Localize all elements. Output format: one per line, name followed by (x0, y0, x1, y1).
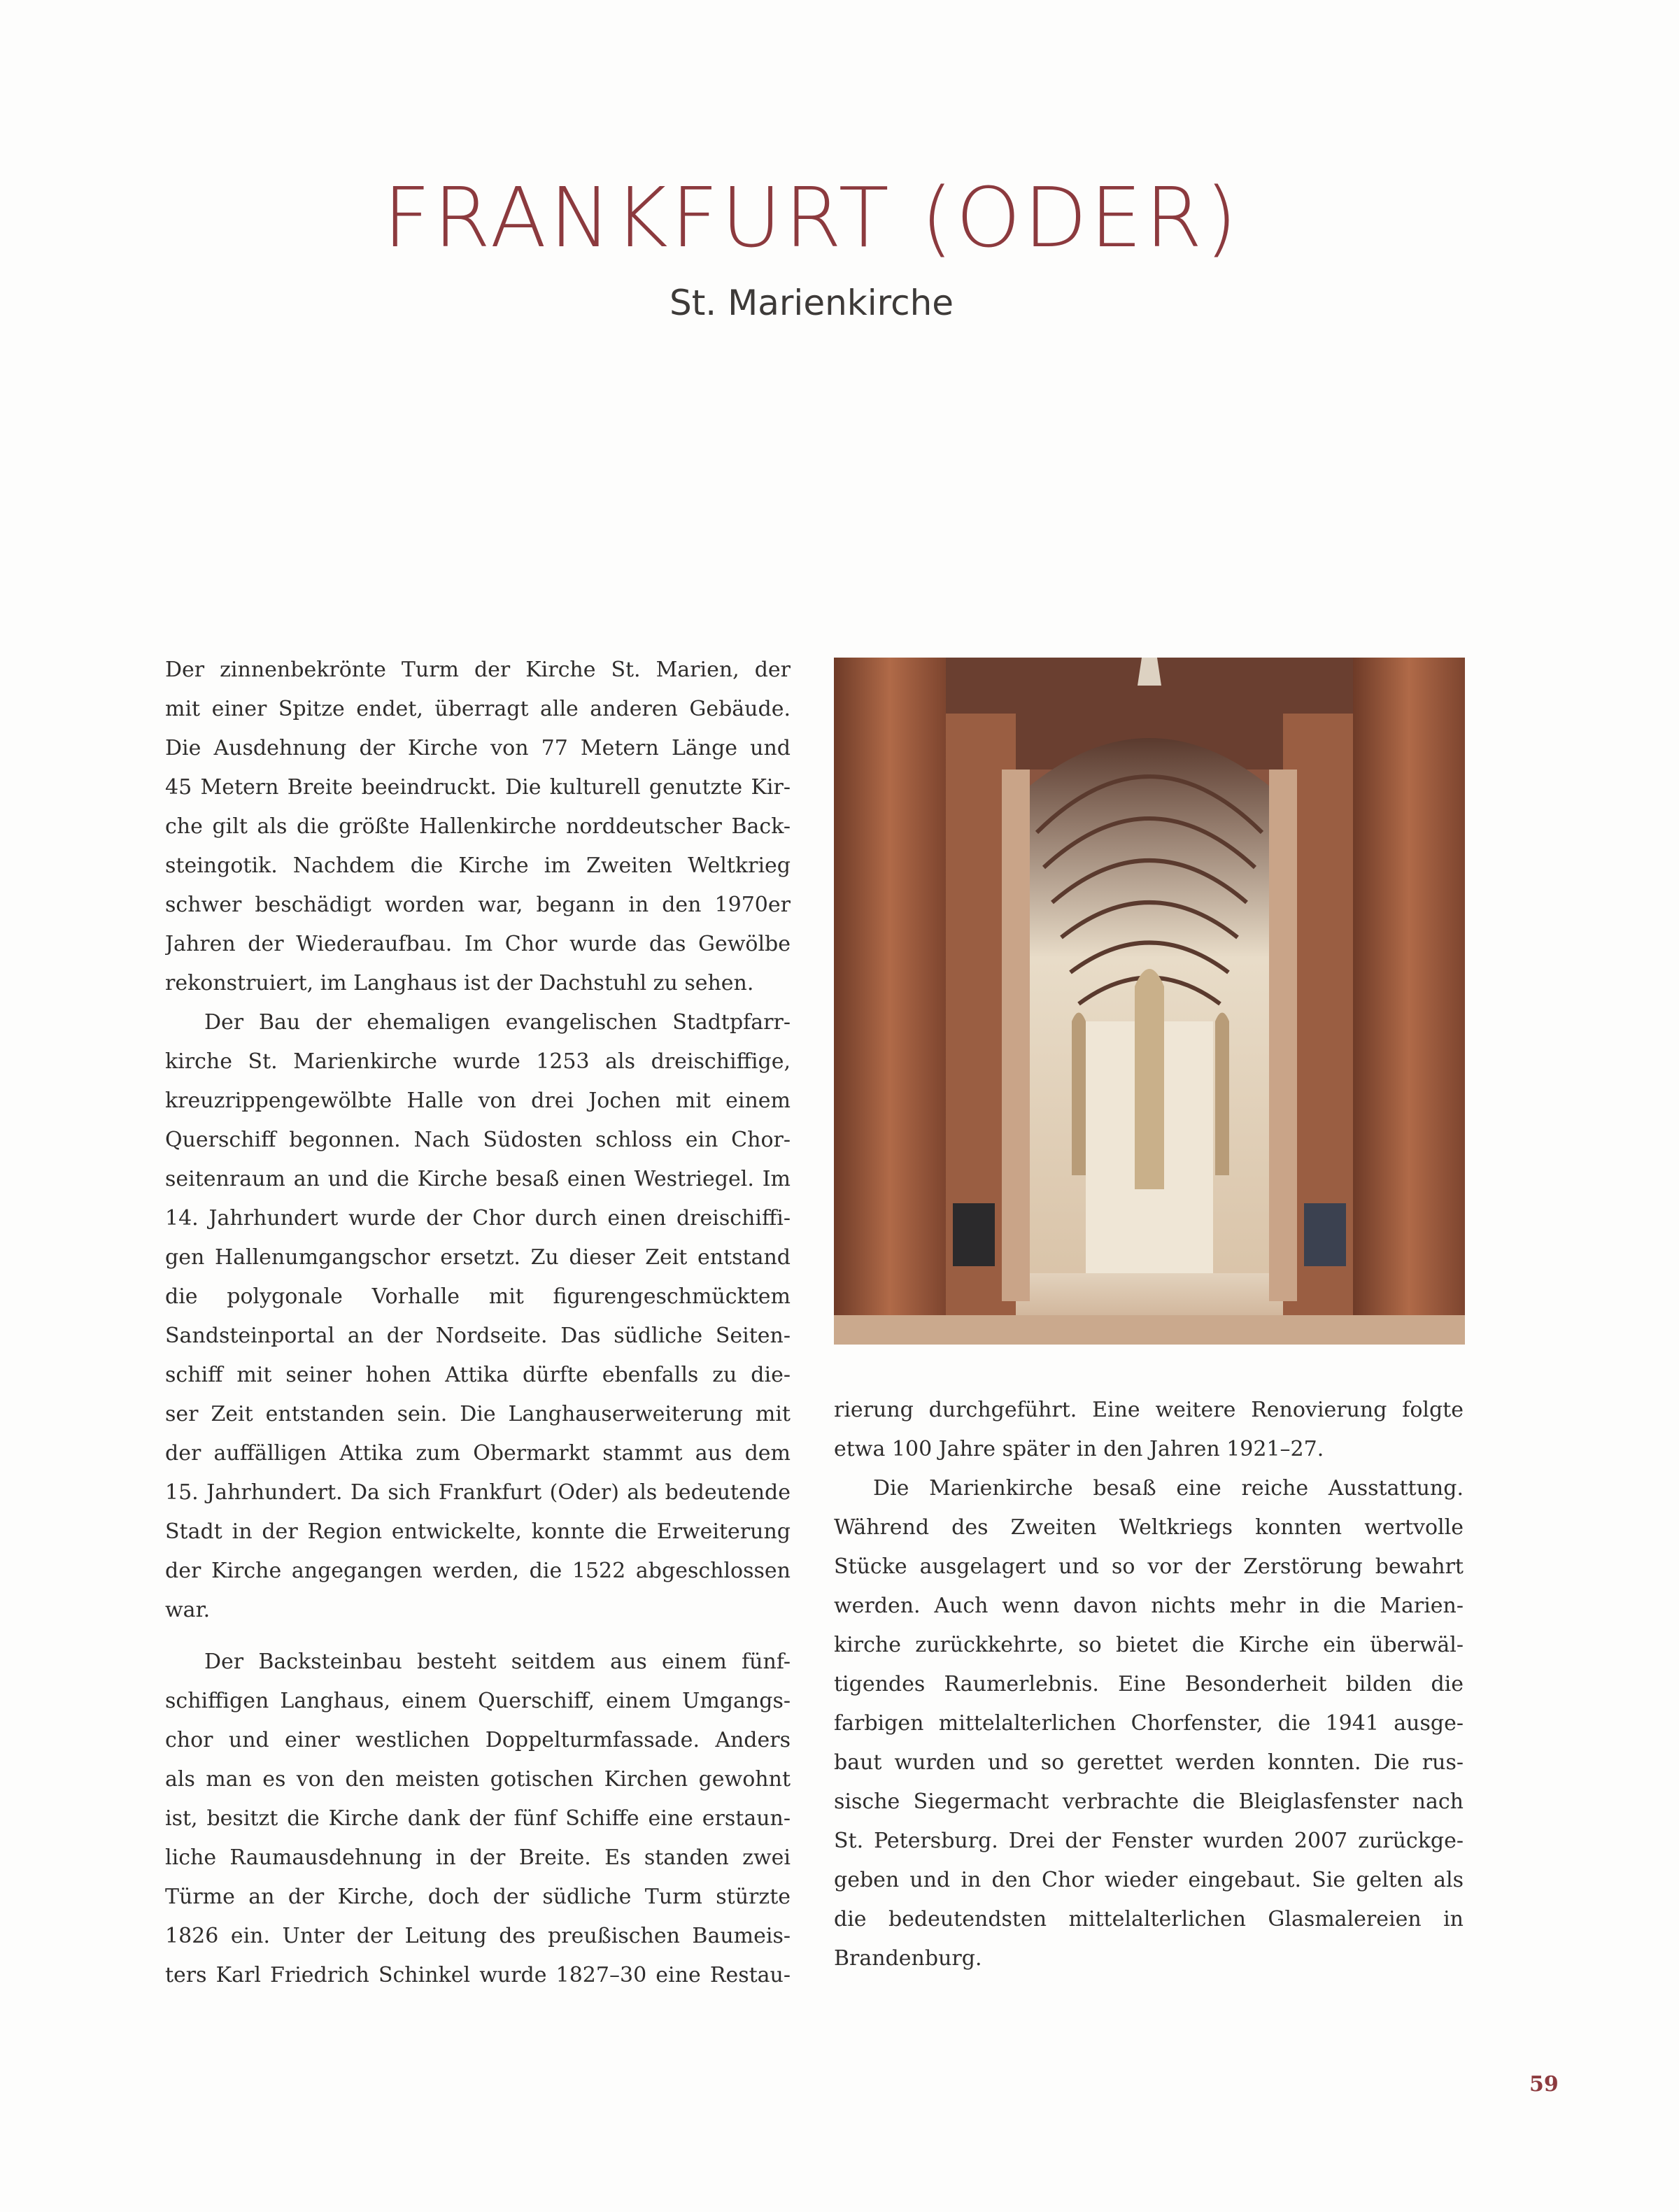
text-line: war. (165, 1598, 211, 1622)
text-line: liche Raumausdehnung in der Breite. Es standen zwei (165, 1845, 791, 1870)
text-line: Die Marienkirche besaß eine reiche Ausstattung. (873, 1476, 1464, 1501)
text-line: ters Karl Friedrich Schinkel wurde 1827–30 eine Restau- (165, 1963, 791, 1987)
text-line: 15. Jahrhundert. Da sich Frankfurt (Oder) als bedeutende (165, 1480, 791, 1505)
text-line: che gilt als die größte Hallenkirche norddeutscher Back- (165, 814, 791, 839)
text-line: ser Zeit entstanden sein. Die Langhauserweiterung mit (165, 1402, 791, 1426)
text-line: die polygonale Vorhalle mit figurengeschmücktem (165, 1284, 791, 1309)
text-line: sische Siegermacht verbrachte die Bleiglasfenster nach (834, 1789, 1464, 1814)
text-line: etwa 100 Jahre später in den Jahren 1921–27. (834, 1437, 1324, 1461)
text-line: der auffälligen Attika zum Obermarkt stammt aus dem (165, 1441, 791, 1466)
text-column-left (165, 651, 791, 1995)
text-line: schwer beschädigt worden war, begann in den 1970er (165, 893, 791, 917)
text-line: Der Bau der ehemaligen evangelischen Stadtpfarr- (204, 1010, 791, 1035)
page-title: FRANKFURT (ODER) (383, 169, 1240, 266)
text-line: Sandsteinportal an der Nordseite. Das südliche Seiten- (165, 1324, 791, 1348)
text-line: als man es von den meisten gotischen Kirchen gewohnt (165, 1767, 791, 1792)
text-column-right (834, 1391, 1464, 1978)
text-line: 14. Jahrhundert wurde der Chor durch einen dreischiffi- (165, 1206, 791, 1231)
text-line: Querschiff begonnen. Nach Südosten schloss ein Chor- (165, 1128, 791, 1152)
text-line: gen Hallenumgangschor ersetzt. Zu dieser Zeit entstand (165, 1245, 791, 1270)
church-interior-photo (834, 658, 1465, 1345)
text-line: schiffigen Langhaus, einem Querschiff, einem Umgangs- (165, 1689, 791, 1713)
text-line: mit einer Spitze endet, überragt alle anderen Gebäude. (165, 697, 791, 721)
text-line: 1826 ein. Unter der Leitung des preußischen Baumeis- (165, 1924, 791, 1948)
text-line: kirche St. Marienkirche wurde 1253 als dreischiffige, (165, 1049, 791, 1074)
text-line: die bedeutendsten mittelalterlichen Glasmalereien in (834, 1907, 1464, 1931)
page-subtitle: St. Marienkirche (669, 283, 954, 323)
text-line: farbigen mittelalterlichen Chorfenster, die 1941 ausge- (834, 1711, 1464, 1736)
text-line: baut wurden und so gerettet werden konnten. Die rus- (834, 1750, 1464, 1775)
text-line: Während des Zweiten Weltkriegs konnten wertvolle (834, 1515, 1464, 1540)
text-line: der Kirche angegangen werden, die 1522 abgeschlossen (165, 1559, 791, 1583)
text-line: Türme an der Kirche, doch der südliche Turm stürzte (165, 1885, 791, 1909)
church-interior-illustration (834, 658, 1465, 1345)
text-line: Stücke ausgelagert und so vor der Zerstörung bewahrt (834, 1554, 1464, 1579)
text-line: werden. Auch wenn davon nichts mehr in die Marien- (834, 1594, 1464, 1618)
text-line: St. Petersburg. Drei der Fenster wurden 2007 zurückge- (834, 1829, 1464, 1853)
text-line: steingotik. Nachdem die Kirche im Zweiten Weltkrieg (165, 853, 791, 878)
text-line: 45 Metern Breite beeindruckt. Die kulturell genutzte Kir- (165, 775, 791, 800)
text-line: rierung durchgeführt. Eine weitere Renovierung folgte (834, 1398, 1464, 1422)
text-line: chor und einer westlichen Doppelturmfassade. Anders (165, 1728, 791, 1752)
text-line: schiff mit seiner hohen Attika dürfte ebenfalls zu die- (165, 1363, 791, 1387)
text-line: kreuzrippengewölbte Halle von drei Jochen mit einem (165, 1089, 791, 1113)
text-line: Brandenburg. (834, 1946, 982, 1971)
page-number: 59 (1529, 2072, 1559, 2097)
text-line: kirche zurückkehrte, so bietet die Kirche ein überwäl- (834, 1633, 1464, 1657)
text-line: Der zinnenbekrönte Turm der Kirche St. Marien, der (165, 658, 791, 682)
text-line: rekonstruiert, im Langhaus ist der Dachstuhl zu sehen. (165, 971, 754, 995)
text-line: ist, besitzt die Kirche dank der fünf Schiffe eine erstaun- (165, 1806, 791, 1831)
text-line: Die Ausdehnung der Kirche von 77 Metern Länge und (165, 736, 791, 760)
text-line: Jahren der Wiederaufbau. Im Chor wurde das Gewölbe (165, 932, 791, 956)
text-line: geben und in den Chor wieder eingebaut. Sie gelten als (834, 1868, 1464, 1892)
text-line: tigendes Raumerlebnis. Eine Besonderheit bilden die (834, 1672, 1464, 1696)
text-line: Der Backsteinbau besteht seitdem aus einem fünf- (204, 1650, 791, 1674)
text-line: Stadt in der Region entwickelte, konnte die Erweiterung (165, 1519, 791, 1544)
text-line: seitenraum an und die Kirche besaß einen Westriegel. Im (165, 1167, 791, 1191)
